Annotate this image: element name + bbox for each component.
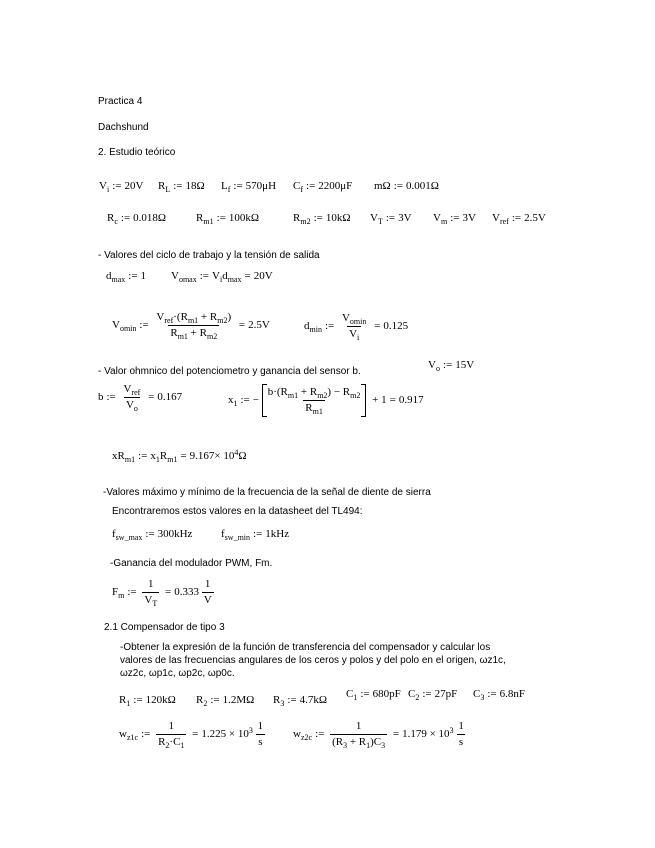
def-vref: $V_{ref}$ := 2.5V <box>492 212 546 226</box>
def-r2: $R_2$ := 1.2MΩ <box>196 694 255 708</box>
freq-heading: -Valores máximo y mínimo de la frecuencia de la señal de diente de sierra <box>103 487 431 498</box>
def-lf: $L_f$ := 570μH <box>221 180 277 194</box>
wz2c-unit-fraction: $\frac{1}{s}$ <box>458 720 464 748</box>
vomin-fraction: $\frac{V_{ref}\cdot(R_{m1} + R_{m2})}{R_{m1} + R_{m2}}$ <box>156 311 232 341</box>
def-r3: $R_3$ := 4.7kΩ <box>273 694 328 708</box>
def-r1: $R_1$ := 120kΩ <box>119 694 176 708</box>
ganancia-heading: -Ganancia del modulador PWM, Fm. <box>110 558 273 569</box>
formula-b: b := $\frac{V_{ref}}{V_o}$ = 0.167 <box>98 383 183 413</box>
formula-xrm1: $xR_{m1}$ := $x_1R_{m1} = 9.167\times 10^4\Omega$ <box>112 448 247 464</box>
def-vi: $V_i$ := 20V <box>99 180 144 194</box>
def-c3: $C_3$ := 6.8nF <box>473 688 525 702</box>
desc-line-2: valores de las frecuencias angulares de los ceros y polos y del polo en el origen, ωz1c, <box>120 655 506 666</box>
def-mohm: mΩ := 0.001Ω <box>374 180 439 192</box>
formula-wz2c: $w_{z2c}$ := $\frac{1}{(R_3 + R_1)C_3}$ = $1.179 \times 10^3$ $\frac{1}{s}$ <box>293 720 464 750</box>
pot-heading: - Valor ohmnico del potenciometro y ganancia del sensor b. <box>98 366 361 377</box>
def-fmin: $f_{sw\_min}$ := 1kHz <box>221 528 290 542</box>
x1-bracket <box>262 384 367 417</box>
def-rm2: $R_{m2}$ := 10kΩ <box>293 212 351 226</box>
def-vo: $V_o$ := 15V <box>428 359 475 373</box>
dmin-fraction: $\frac{V_{omin}}{V_i}$ <box>341 312 367 342</box>
wz1c-fraction: $\frac{1}{R_2\cdot C_1}$ <box>158 720 185 750</box>
wz2c-fraction: $\frac{1}{(R_3 + R_1)C_3}$ <box>332 720 386 750</box>
b-fraction: $\frac{V_{ref}}{V_o}$ <box>123 383 141 413</box>
desc-line-1: -Obtener la expresión de la función de transferencia del compensador y calcular los <box>120 642 491 653</box>
wz1c-unit-fraction: $\frac{1}{s}$ <box>257 720 264 748</box>
ciclo-heading: - Valores del ciclo de trabajo y la tensión de salida <box>98 250 320 261</box>
formula-fm: $F_m$ := $\frac{1}{V_T}$ = 0.333 $\frac{1}{V}$ <box>112 578 212 608</box>
formula-dmin: $d_{min}$ := $\frac{V_{omin}}{V_i}$ = 0.125 <box>304 312 409 342</box>
def-dmax: $d_{max}$ := 1 <box>106 270 147 284</box>
def-rm1: $R_{m1}$ := 100kΩ <box>196 212 260 226</box>
def-rl: $R_L$ := 18Ω <box>158 180 205 194</box>
formula-wz1c: $w_{z1c}$ := $\frac{1}{R_2\cdot C_1}$ = $1.225 \times 10^3$ $\frac{1}{s}$ <box>119 720 264 750</box>
practica-title: Practica 4 <box>98 96 143 107</box>
def-c1: $C_1$ := 680pF <box>346 688 401 702</box>
def-c2: $C_2$ := 27pF <box>408 688 458 702</box>
datasheet-note: Encontraremos estos valores en la datasheet del TL494: <box>112 506 363 517</box>
x1-fraction: $\frac{b\cdot(R_{m1} + R_{m2}) - R_{m2}}{R_{m1}}$ <box>267 386 361 416</box>
formula-x1: $x_1$ := − $\frac{b\cdot(R_{m1} + R_{m2}) - R_{m2}}{R_{m1}}$ + 1 = 0.917 <box>228 386 424 416</box>
compensador-heading: 2.1 Compensador de tipo 3 <box>104 622 225 633</box>
def-vt: $V_T$ := 3V <box>370 212 412 226</box>
fm-unit-fraction: $\frac{1}{V}$ <box>203 578 212 606</box>
def-fmax: $f_{sw\_max}$ := 300kHz <box>112 528 193 542</box>
desc-line-3: ωz2c, ωp1c, ωp2c, ωp0c. <box>120 668 235 679</box>
formula-vomin: $V_{omin}$ := $\frac{V_{ref}\cdot(R_{m1} + R_{m2})}{R_{m1} + R_{m2}}$ = 2.5V <box>112 311 270 341</box>
def-cf: $C_f$ := 2200μF <box>293 180 353 194</box>
fm-fraction: $\frac{1}{V_T}$ <box>144 578 158 608</box>
estudio-heading: 2. Estudio teórico <box>98 147 176 158</box>
def-vomax: $V_{omax}$ := $V_id_{max} = 20V$ <box>171 270 273 284</box>
def-vm: $V_m$ := 3V <box>433 212 476 226</box>
def-rc: $R_c$ := 0.018Ω <box>107 212 167 226</box>
dachshund-label: Dachshund <box>98 122 149 133</box>
